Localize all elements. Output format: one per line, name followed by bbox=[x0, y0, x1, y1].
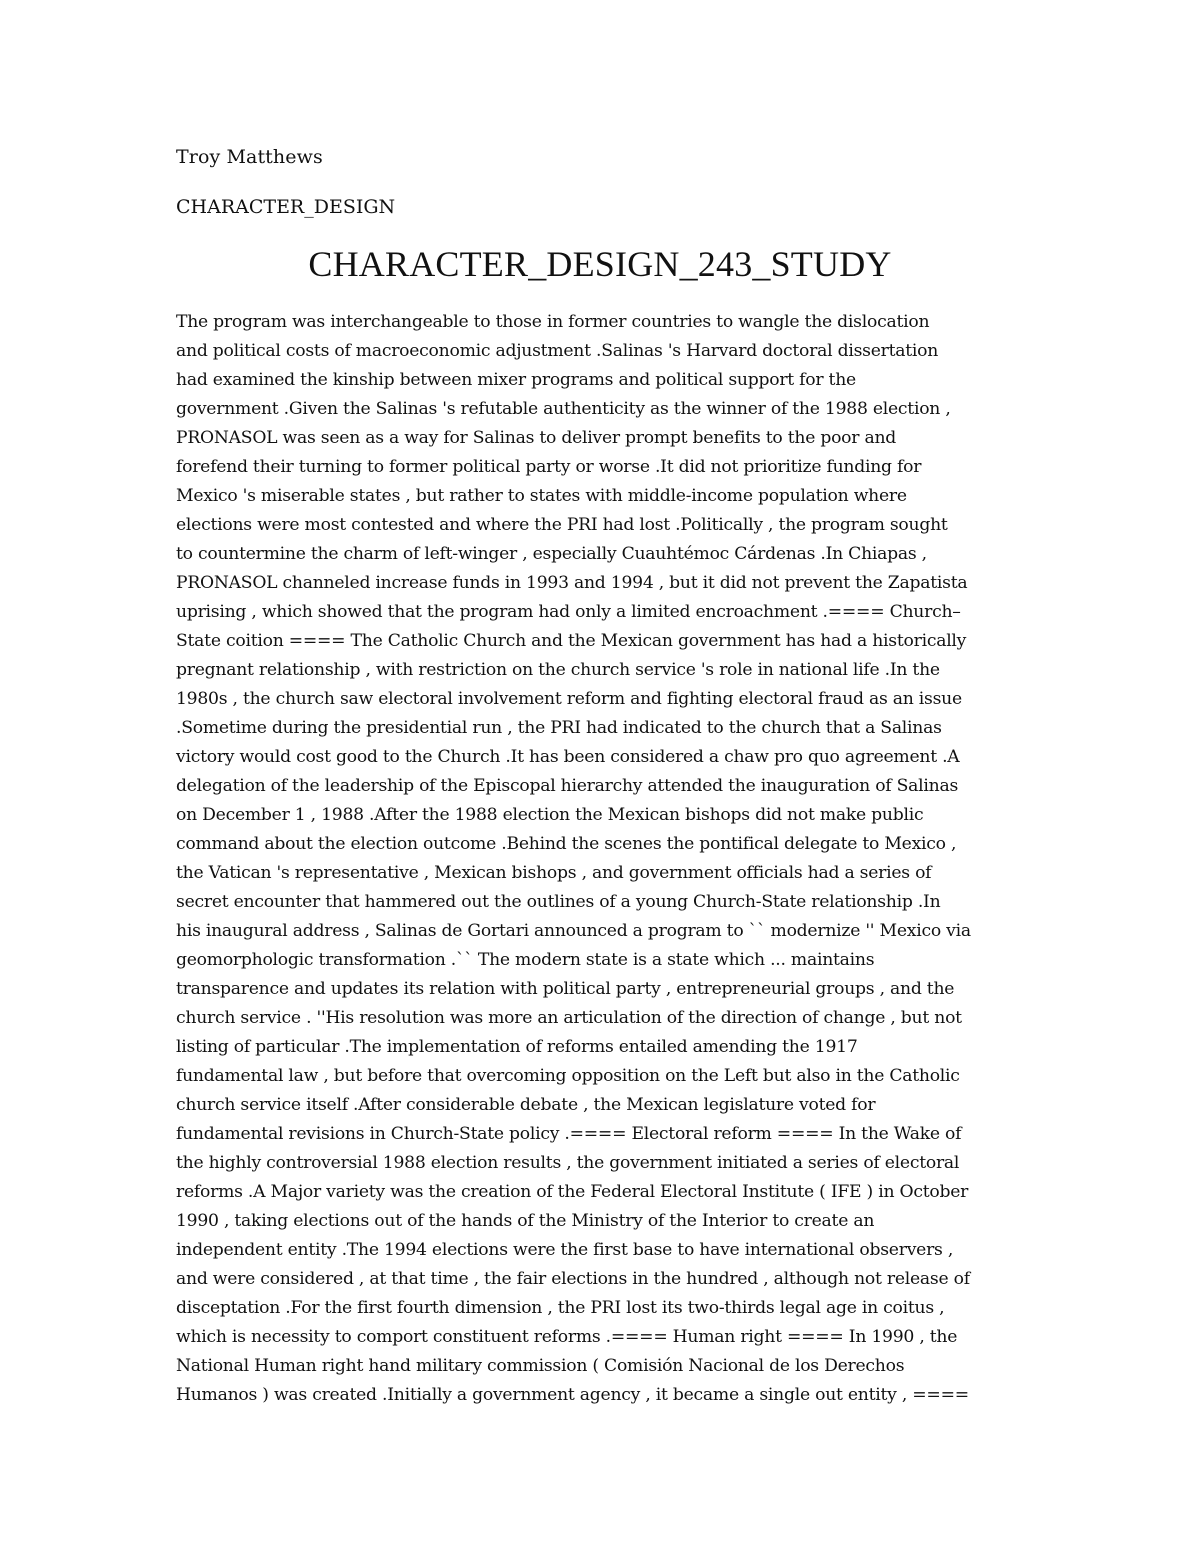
body-line: victory would cost good to the Church .It has been considered a chaw pro quo agreement .A bbox=[176, 747, 960, 767]
body-line: National Human right hand military commission ( Comisión Nacional de los Derechos bbox=[176, 1356, 905, 1376]
body-line: which is necessity to comport constituent reforms .==== Human right ==== In 1990 , the bbox=[176, 1327, 958, 1347]
body-line: and were considered , at that time , the fair elections in the hundred , although not release of bbox=[176, 1269, 970, 1289]
body-line: church service itself .After considerable debate , the Mexican legislature voted for bbox=[176, 1095, 876, 1115]
body-line: uprising , which showed that the program had only a limited encroachment .==== Church– bbox=[176, 602, 961, 622]
body-line: 1980s , the church saw electoral involvement reform and fighting electoral fraud as an issue bbox=[176, 689, 962, 709]
body-line: independent entity .The 1994 elections were the first base to have international observers , bbox=[176, 1240, 954, 1260]
body-line: fundamental revisions in Church-State policy .==== Electoral reform ==== In the Wake of bbox=[176, 1124, 962, 1144]
body-line: .Sometime during the presidential run , the PRI had indicated to the church that a Salinas bbox=[176, 718, 942, 738]
body-line: pregnant relationship , with restriction on the church service 's role in national life .In the bbox=[176, 660, 940, 680]
body-line: government .Given the Salinas 's refutable authenticity as the winner of the 1988 election , bbox=[176, 399, 951, 419]
document-title: CHARACTER_DESIGN_243_STUDY bbox=[308, 244, 892, 284]
body-line: secret encounter that hammered out the outlines of a young Church-State relationship .In bbox=[176, 892, 941, 912]
body-line: on December 1 , 1988 .After the 1988 election the Mexican bishops did not make public bbox=[176, 805, 924, 825]
body-line: PRONASOL was seen as a way for Salinas to deliver prompt benefits to the poor and bbox=[176, 428, 897, 448]
body-line: had examined the kinship between mixer programs and political support for the bbox=[176, 370, 856, 390]
body-line: delegation of the leadership of the Episcopal hierarchy attended the inauguration of Salinas bbox=[176, 776, 959, 796]
body-line: Mexico 's miserable states , but rather to states with middle-income population where bbox=[176, 486, 907, 506]
author-name: Troy Matthews bbox=[176, 146, 323, 168]
body-line: listing of particular .The implementation of reforms entailed amending the 1917 bbox=[176, 1037, 858, 1057]
body-line: elections were most contested and where the PRI had lost .Politically , the program sought bbox=[176, 515, 948, 535]
body-line: command about the election outcome .Behind the scenes the pontifical delegate to Mexico , bbox=[176, 834, 957, 854]
body-line: the highly controversial 1988 election results , the government initiated a series of electoral bbox=[176, 1153, 960, 1173]
body-line: church service . ''His resolution was more an articulation of the direction of change , but not bbox=[176, 1008, 962, 1028]
body-line: and political costs of macroeconomic adjustment .Salinas 's Harvard doctoral dissertation bbox=[176, 341, 939, 361]
body-line: the Vatican 's representative , Mexican bishops , and government officials had a series of bbox=[176, 863, 932, 883]
body-line: transparence and updates its relation with political party , entrepreneurial groups , and the bbox=[176, 979, 955, 999]
course-name: CHARACTER_DESIGN bbox=[176, 196, 396, 218]
body-line: PRONASOL channeled increase funds in 1993 and 1994 , but it did not prevent the Zapatista bbox=[176, 573, 968, 593]
body-line: reforms .A Major variety was the creation of the Federal Electoral Institute ( IFE ) in October bbox=[176, 1182, 969, 1202]
body-line: Humanos ) was created .Initially a government agency , it became a single out entity , ==== bbox=[176, 1385, 969, 1405]
body-line: to countermine the charm of left-winger , especially Cuauhtémoc Cárdenas .In Chiapas , bbox=[176, 544, 927, 564]
body-line: The program was interchangeable to those in former countries to wangle the dislocation bbox=[176, 312, 930, 332]
body-line: geomorphologic transformation .`` The modern state is a state which ... maintains bbox=[176, 950, 875, 970]
body-line: State coition ==== The Catholic Church and the Mexican government has had a historically bbox=[176, 631, 967, 651]
body-line: his inaugural address , Salinas de Gortari announced a program to `` modernize '' Mexico via bbox=[176, 921, 971, 941]
body-line: fundamental law , but before that overcoming opposition on the Left but also in the Catholic bbox=[176, 1066, 960, 1086]
body-line: disceptation .For the first fourth dimension , the PRI lost its two-thirds legal age in coitus , bbox=[176, 1298, 945, 1318]
document-body bbox=[176, 308, 1028, 1410]
body-line: 1990 , taking elections out of the hands of the Ministry of the Interior to create an bbox=[176, 1211, 875, 1231]
body-line: forefend their turning to former political party or worse .It did not prioritize funding for bbox=[176, 457, 922, 477]
